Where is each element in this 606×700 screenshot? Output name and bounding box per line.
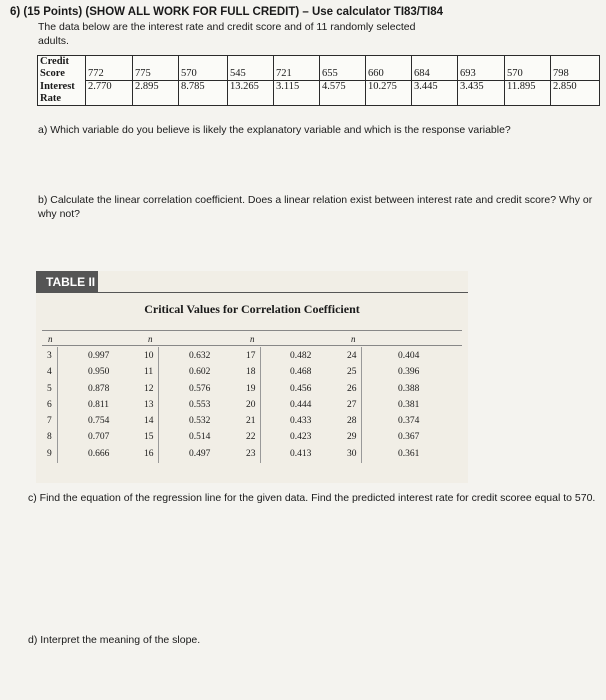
credit-score-cell: 660	[366, 56, 412, 81]
interest-rate-cell: 8.785	[179, 81, 228, 106]
credit-score-cell: 570	[505, 56, 551, 81]
interest-rate-label: Interest Rate	[38, 81, 86, 106]
interest-rate-cell: 3.115	[274, 81, 320, 106]
header-rule	[42, 345, 462, 346]
interest-rate-cell: 2.770	[86, 81, 133, 106]
credit-score-cell: 545	[228, 56, 274, 81]
interest-rate-cell: 4.575	[320, 81, 366, 106]
header-top-rule	[42, 330, 462, 331]
critical-value-column-4: 0.404 0.396 0.388 0.381 0.374 0.367 0.361	[398, 351, 420, 459]
credit-score-cell: 798	[551, 56, 600, 81]
table-tab-label: TABLE II	[36, 271, 98, 293]
credit-interest-table	[37, 55, 600, 106]
column-divider	[57, 347, 58, 463]
question-a: a) Which variable do you believe is likely the explanatory variable and which is the response variable?	[38, 124, 511, 136]
interest-rate-cell: 3.445	[412, 81, 458, 106]
credit-score-label: Credit Score	[38, 56, 86, 81]
question-d: d) Interpret the meaning of the slope.	[28, 634, 201, 646]
critical-values-title: Critical Values for Correlation Coefficient	[144, 302, 360, 316]
n-column-header: n	[250, 334, 255, 344]
credit-score-cell: 772	[86, 56, 133, 81]
column-divider	[361, 347, 362, 463]
credit-score-cell: 721	[274, 56, 320, 81]
critical-value-column-2: 0.632 0.602 0.576 0.553 0.532 0.514 0.497	[189, 351, 211, 459]
interest-rate-cell: 11.895	[505, 81, 551, 106]
intro-line-1: The data below are the interest rate and credit score and of 11 randomly selected	[38, 21, 416, 33]
question-c: c) Find the equation of the regression line for the given data. Find the predicted interest rate for credit scoree equal to 570.	[28, 492, 596, 504]
credit-score-cell: 775	[133, 56, 179, 81]
interest-rate-cell: 3.435	[458, 81, 505, 106]
critical-values-table	[36, 271, 468, 483]
intro-line-2: adults.	[38, 35, 69, 47]
credit-score-cell: 684	[412, 56, 458, 81]
credit-score-cell: 655	[320, 56, 366, 81]
column-divider	[158, 347, 159, 463]
credit-score-cell: 693	[458, 56, 505, 81]
critical-value-column-1: 0.997 0.950 0.878 0.811 0.754 0.707 0.666	[88, 351, 110, 459]
tab-rule	[98, 292, 468, 293]
question-b: b) Calculate the linear correlation coefficient. Does a linear relation exist between interest rate and credit score? Why or why not?	[38, 194, 593, 220]
problem-header: 6) (15 Points) (SHOW ALL WORK FOR FULL CREDIT) – Use calculator TI83/TI84	[10, 6, 444, 18]
n-column-2: 10 11 12 13 14 15 16	[144, 351, 154, 459]
n-column-header: n	[148, 334, 153, 344]
n-column-1: 3 4 5 6 7 8 9	[47, 351, 52, 459]
n-column-header: n	[351, 334, 356, 344]
interest-rate-cell: 2.850	[551, 81, 600, 106]
n-column-header: n	[48, 334, 53, 344]
interest-rate-cell: 13.265	[228, 81, 274, 106]
interest-rate-cell: 10.275	[366, 81, 412, 106]
critical-value-column-3: 0.482 0.468 0.456 0.444 0.433 0.423 0.413	[290, 351, 312, 459]
n-column-4: 24 25 26 27 28 29 30	[347, 351, 357, 459]
column-divider	[260, 347, 261, 463]
n-column-3: 17 18 19 20 21 22 23	[246, 351, 256, 459]
credit-score-cell: 570	[179, 56, 228, 81]
interest-rate-cell: 2.895	[133, 81, 179, 106]
